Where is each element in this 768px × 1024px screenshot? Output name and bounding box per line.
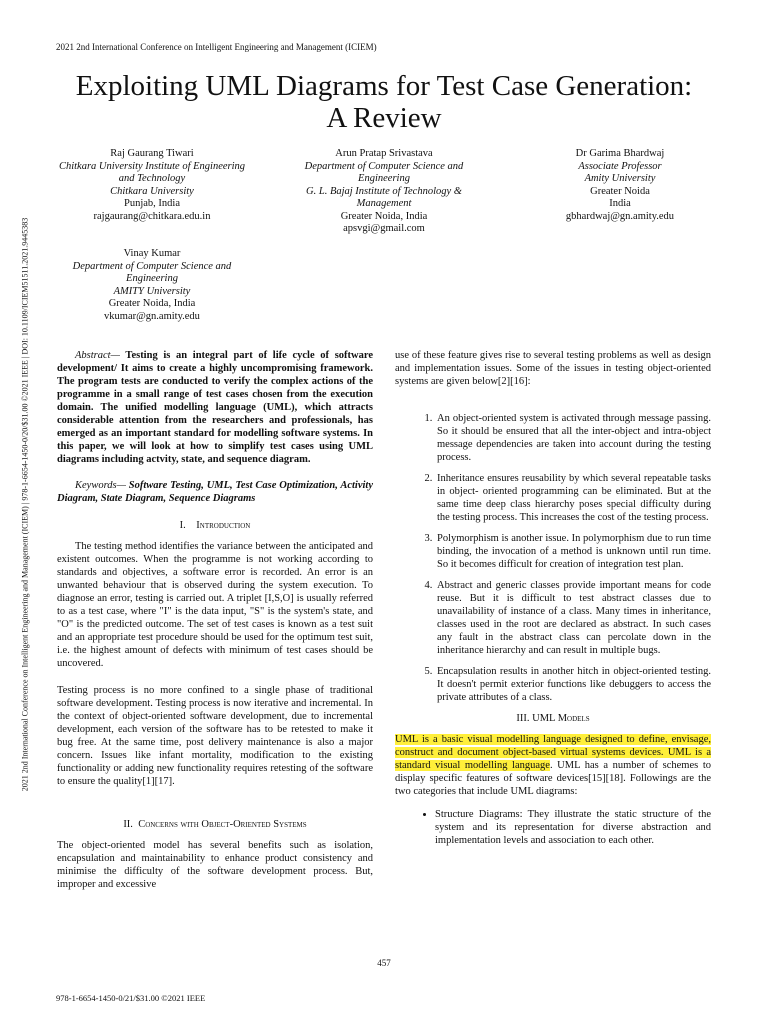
abstract-text: Testing is an integral part of life cycle of software development/ It aims to create a highly uncompromising framework. The program tests are conducted to verify the complex actions of the programme in a small range of test cases chosen from the execution domain. The unified modelling language (UML), which attracts considerable attention from the researchers and professionals, has emerged as an important standard for modelling software systems. In this paper, we will look at how to simplify test cases using UML diagrams including actvity, state, and sequence diagram. <box>57 350 373 465</box>
author-email: apsvgi@gmail.com <box>343 223 425 234</box>
author-email: gbhardwaj@gn.amity.edu <box>565 210 675 222</box>
section-number: I. <box>179 520 186 531</box>
uml-paragraph-rest: . UML has a number of schemes to display specific features of software devices[15][18]. Followings are the two categories that include UML diagrams: <box>395 760 711 797</box>
author-location-country: India <box>609 198 631 209</box>
intro-paragraph-2: Testing process is no more confined to a single phase of traditional software development. Testing process is now iterative and incremental. In the context of object-oriented software development, due to incremental development, each version of the software has to be retested to make it bug free. At the same time, post delivery maintenance is also a major concern. Issues like infant mortality, modification to the existing functionality or adding new functionality requires retesting of the software to ensure the quality[1][17]. <box>57 685 373 787</box>
section-number: II. <box>123 819 133 830</box>
author-affiliation: Associate Professor <box>578 160 662 172</box>
author-organization: Amity University <box>584 173 656 184</box>
list-item: 4. Abstract and generic classes provide important means for code reuse. But it is difficult to test abstract classes due to unavailability of instance of a class. Many times in inheritance, classes used in the root are declared as abstract. In such cases any fault in the abstract class can percolate down in the inheritance hierarchy and can result in multiple bugs. <box>435 579 711 657</box>
highlighted-text[interactable]: UML is a basic visual modelling language designed to define, envisage, construct and document object-based virtual systems devices. UML is a standard visual modelling language <box>395 734 711 771</box>
section-heading-concerns <box>57 818 373 831</box>
author-name: Raj Gaurang Tiwari <box>110 148 194 159</box>
section-title: Introduction <box>196 520 251 531</box>
author-organization: AMITY University <box>113 285 191 297</box>
author-affiliation: Department of Computer Science and Engineering <box>72 260 232 284</box>
left-column <box>57 349 373 891</box>
side-identifier: 2021 2nd International Conference on Intelligent Engineering and Management (ICIEM) | 978-1-6654-1450-0/20/$31.00 ©2021 IEEE | DOI: 10.1109/ICIEM51511.2021.9445383 <box>20 217 30 792</box>
author-block-2 <box>286 148 482 236</box>
keywords <box>57 479 373 505</box>
issues-list <box>395 412 711 704</box>
section-heading-introduction <box>57 519 373 532</box>
author-location: Greater Noida, India <box>340 210 428 222</box>
author-email: rajgaurang@chitkara.edu.in <box>93 210 211 222</box>
section-title: Concerns with Object-Oriented Systems <box>138 819 307 830</box>
copyright-footer: 978-1-6654-1450-0/21/$31.00 ©2021 IEEE <box>56 993 206 1003</box>
right-column <box>395 349 711 847</box>
conference-header: 2021 2nd International Conference on Intelligent Engineering and Management (ICIEM) <box>56 42 377 52</box>
author-organization: Chitkara University <box>110 185 194 197</box>
list-item: 1. An object-oriented system is activated through message passing. So it should be ensured that all the inter-object and intra-object message dependencies are taken into account during the testing process. <box>435 412 711 464</box>
author-location: Greater Noida, India <box>108 298 196 309</box>
section-title: UML Models <box>532 713 590 724</box>
page-number: 457 <box>377 958 391 968</box>
paper-title: Exploiting UML Diagrams for Test Case Generation: A Review <box>75 70 693 134</box>
author-organization: G. L. Bajaj Institute of Technology & Management <box>306 185 462 209</box>
author-block-4 <box>52 248 252 323</box>
author-location: Punjab, India <box>124 198 180 209</box>
concerns-continued-paragraph: use of these feature gives rise to several testing problems as well as design and implementation issues. Some of the issues in testing object-oriented systems are given below[2][16]: <box>395 350 711 387</box>
keywords-label: Keywords— <box>75 480 126 491</box>
uml-categories-list <box>395 808 711 847</box>
abstract <box>57 349 373 466</box>
keywords-text: Software Testing, UML, Test Case Optimization, Activity Diagram, State Diagram, Sequence Diagrams <box>57 480 373 504</box>
intro-paragraph-1: The testing method identifies the variance between the anticipated and existent outcomes. When the programme is not working according to standards and objectives, a software error is recorded. An error is an unwanted behaviour that is observed during the system execution. To diagnose an error, testing is carried out. A triplet [I,S,O] is usually referred to as a test case, where "I" is the data input, "S" is the system's state, and "O" is the predicted outcome. The set of test cases is known as a test suit and an appropriate test procedure should be used for the optimum test suit, i.e. the highest amount of defects with minimum of test cases should be uncovered. <box>57 541 373 669</box>
author-name: Vinay Kumar <box>123 248 181 259</box>
author-affiliation: Department of Computer Science and Engineering <box>304 160 464 184</box>
author-name: Dr Garima Bhardwaj <box>575 148 665 159</box>
author-block-1 <box>52 148 252 223</box>
author-block-3 <box>520 148 720 223</box>
author-name: Arun Pratap Srivastava <box>335 148 433 159</box>
list-item: 5. Encapsulation results in another hitch in object-oriented testing. It doesn't permit exterior functions like debuggers to access the private attributes of a class. <box>435 665 711 704</box>
uml-paragraph <box>395 733 711 798</box>
list-item: • Structure Diagrams: They illustrate the static structure of the system and its representation for diverse abstraction and implementation levels and association to each other. <box>435 808 711 847</box>
author-email: vkumar@gn.amity.edu <box>104 310 200 322</box>
abstract-label: Abstract— <box>75 350 120 361</box>
author-location: Greater Noida <box>590 185 650 197</box>
section-number: III. <box>516 713 530 724</box>
author-affiliation: Chitkara University Institute of Engineering and Technology <box>58 160 246 184</box>
concerns-paragraph: The object-oriented model has several benefits such as isolation, encapsulation and maintainability to enhance product consistency and minimise the difficulty of the software development process. But, improper and excessive <box>57 840 373 890</box>
section-heading-uml-models <box>395 712 711 725</box>
list-item: 2. Inheritance ensures reusability by which several repeatable tasks in object- oriented programming can be eliminated. But at the same time deep class hierarchy poses special difficulty during the testing process. This increases the cost of the testing process. <box>435 472 711 524</box>
list-item: 3. Polymorphism is another issue. In polymorphism due to run time binding, the invocation of a method is unknown until run time. So it becomes difficult for creation of integration test plan. <box>435 532 711 571</box>
